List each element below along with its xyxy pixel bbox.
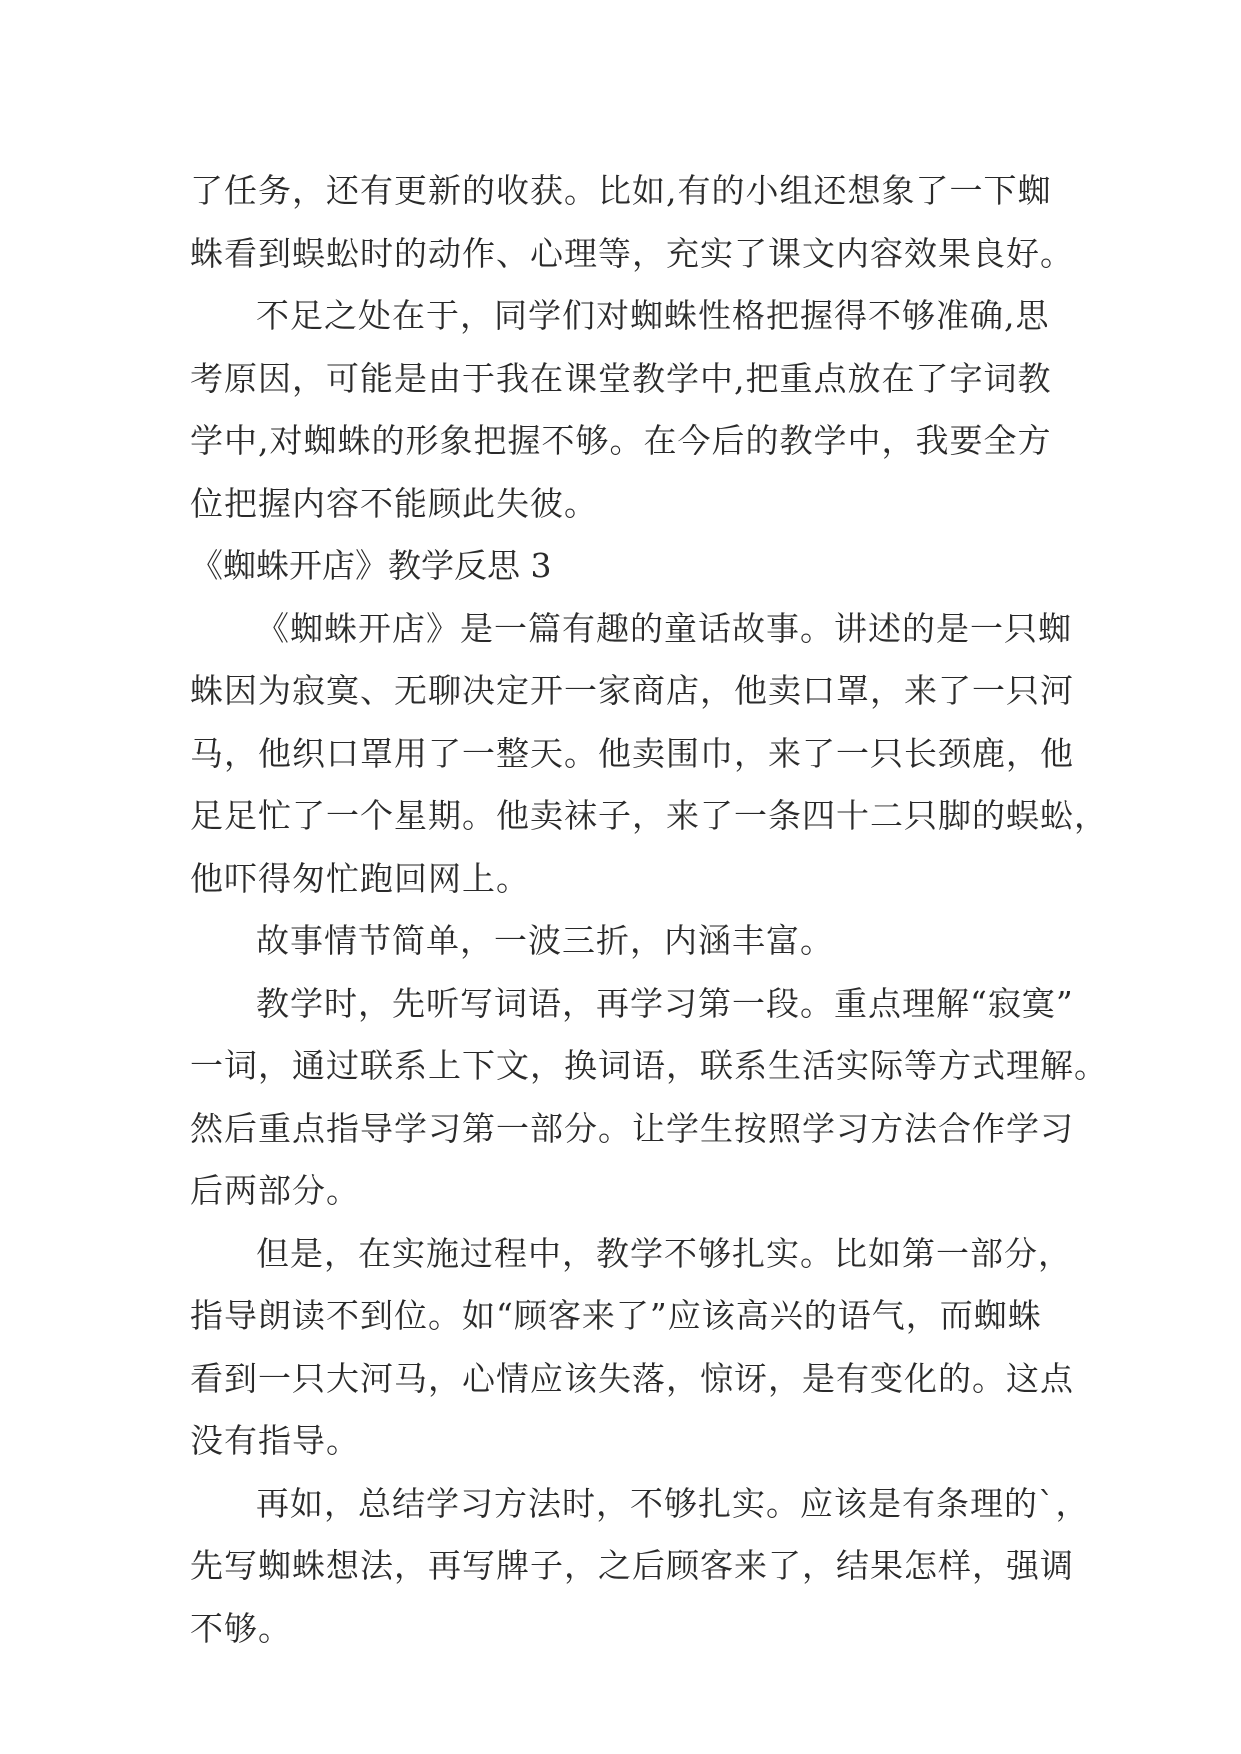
text-line: 再如，总结学习方法时，不够扎实。应该是有条理的`， [256, 1483, 1090, 1523]
text-line: 后两部分。 [190, 1171, 360, 1210]
text-line: 了任务，还有更新的收获。比如,有的小组还想象了一下蜘 [190, 171, 1052, 210]
text-line: 学中,对蜘蛛的形象把握不够。在今后的教学中，我要全方 [190, 421, 1052, 460]
text-line: 故事情节简单，一波三折，内涵丰富。 [256, 921, 834, 960]
document-body [190, 160, 1108, 1660]
text-line: 马，他织口罩用了一整天。他卖围巾，来了一只长颈鹿，他 [190, 733, 1074, 773]
text-line: 不够。 [190, 1608, 292, 1648]
text-line: 蛛看到蜈蚣时的动作、心理等，充实了课文内容效果良好。 [190, 233, 1074, 273]
text-line: 看到一只大河马，心情应该失落，惊讶，是有变化的。这点 [190, 1358, 1074, 1398]
text-line: 他吓得匆忙跑回网上。 [190, 858, 530, 898]
text-line: 蛛因为寂寞、无聊决定开一家商店，他卖口罩，来了一只河 [190, 671, 1074, 710]
text-line: 没有指导。 [190, 1421, 360, 1460]
text-line: 教学时，先听写词语，再学习第一段。重点理解“寂寞” [256, 983, 1074, 1023]
text-line: 先写蜘蛛想法，再写牌子，之后顾客来了，结果怎样，强调 [190, 1546, 1074, 1585]
text-line: 然后重点指导学习第一部分。让学生按照学习方法合作学习 [190, 1108, 1074, 1148]
section-heading: 《蜘蛛开店》教学反思 3 [190, 546, 552, 585]
text-line: 一词，通过联系上下文，换词语，联系生活实际等方式理解。 [190, 1046, 1108, 1085]
text-line: 不足之处在于，同学们对蜘蛛性格把握得不够准确,思 [256, 296, 1050, 335]
text-line: 但是，在实施过程中，教学不够扎实。比如第一部分， [256, 1233, 1072, 1273]
text-line: 考原因，可能是由于我在课堂教学中,把重点放在了字词教 [190, 358, 1052, 398]
text-line: 指导朗读不到位。如“顾客来了”应该高兴的语气，而蜘蛛 [190, 1296, 1042, 1335]
text-line: 位把握内容不能顾此失彼。 [190, 483, 598, 523]
text-line: 足足忙了一个星期。他卖袜子，来了一条四十二只脚的蜈蚣， [190, 796, 1108, 835]
text-line: 《蜘蛛开店》是一篇有趣的童话故事。讲述的是一只蜘 [256, 608, 1072, 648]
